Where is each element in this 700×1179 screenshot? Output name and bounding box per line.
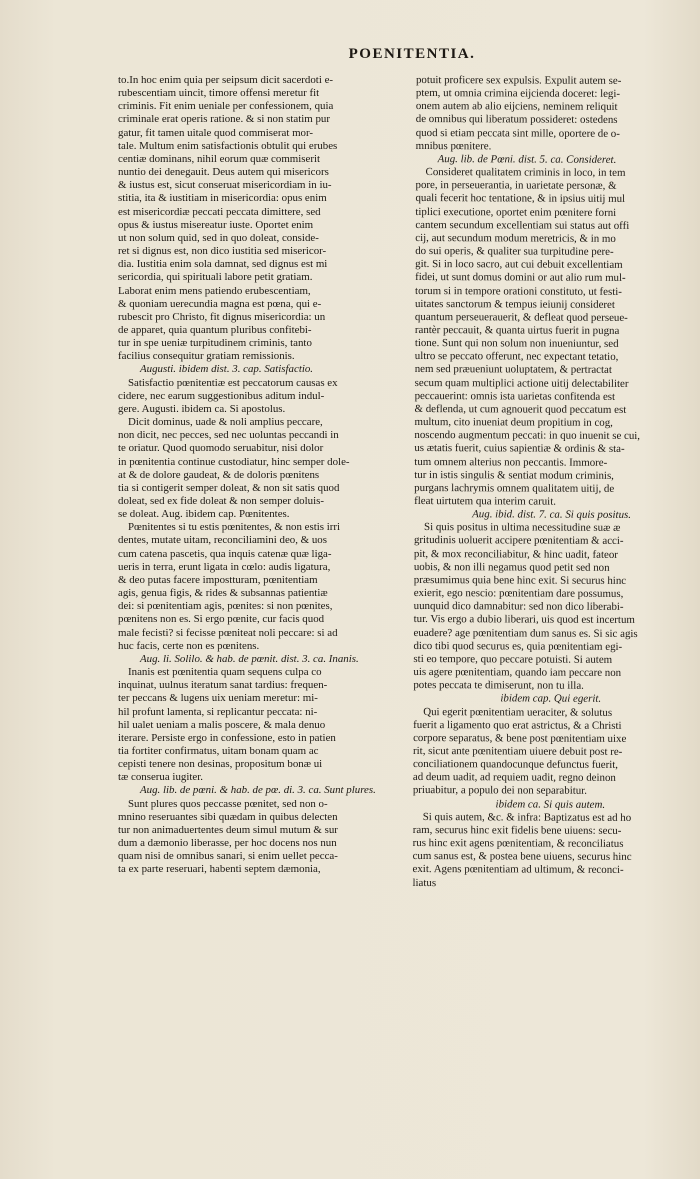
text-line: nem sed præueniunt uoluptatem, & pertractat — [414, 363, 612, 377]
text-line: Laborat enim mens patiendo erubescentiam, — [118, 284, 311, 297]
text-line: Si quis positus in ultima necessitudine suæ æ — [423, 521, 621, 535]
text-line: Pœnitentes si tu estis pœnitentes, & non estis irri — [128, 521, 341, 534]
citation-line: ibidem cap. Qui egerit. — [500, 692, 602, 706]
citation-line: Augusti. ibidem dist. 3. cap. Satisfactio. — [140, 363, 314, 376]
text-line: inquinat, uulnus iteratum sanat tardius: frequen- — [118, 679, 328, 692]
text-line: ultro se peccato offerunt, nec expectant tetatio, — [414, 350, 619, 364]
text-line: tur in istis singulis & sentiat modum criminis, — [414, 468, 614, 482]
text-line: rit, sicut ante pœnitentiam uiuere debuit post re- — [413, 744, 623, 758]
text-line: de omnibus qui liberatum possideret: ostedens — [415, 113, 618, 127]
text-line: ueris in terra, erunt ligata in cœlo: audis ligatura, — [118, 560, 331, 573]
text-line: tur non animaduertentes deum simul mutum & sur — [118, 823, 338, 836]
text-line: dum a dæmonio liberasse, per hoc docens nos nun — [118, 837, 337, 850]
text-line: tia fortiter confirmatus, uitam bonam quam ac — [118, 744, 319, 757]
text-line: sti eo tempore, quo peccare potuisti. Si autem — [413, 652, 613, 666]
text-line: potes peccata te dimiserunt, non tu illa. — [413, 679, 584, 692]
text-line: peccauerint: omnis ista uarietas confitenda est — [414, 389, 616, 403]
text-line: noscendo augmentum peccati: in quo inuenit se cui, — [414, 429, 641, 443]
text-line: pore, in perseuerantia, in uarietate personæ, & — [415, 179, 617, 193]
right-column — [412, 74, 691, 891]
text-line: Consideret qualitatem criminis in loco, in tem — [425, 166, 626, 180]
text-line: ut non solum quid, sed in quo doleat, conside- — [118, 231, 319, 244]
text-line: ptem, ut omnia crimina eijcienda doceret: legi- — [415, 87, 621, 101]
text-line: ret si dignus est, non dico iustitia sed misericor- — [118, 245, 327, 258]
text-line: priuabitur, a populo dei non separabitur. — [412, 784, 587, 798]
text-line: tione. Sunt qui non solum non inueniuntur, sed — [414, 337, 619, 351]
text-line: gatur, fit tamen uitale quod commiserat mor- — [118, 126, 314, 139]
text-line: to.In hoc enim quia per seipsum dicit sacerdoti e- — [118, 74, 334, 86]
text-line: tum omnem alterius non peccantis. Immore- — [414, 455, 608, 469]
text-line: criminale erat operis ratione. & si non statim pur — [118, 113, 331, 126]
text-line: doleat, sed ex fide doleat & non semper doluis- — [118, 495, 324, 507]
text-line: fleat uirtutem qua interim caruit. — [414, 494, 557, 508]
text-line: hil ualet ueniam a malis poscere, & mala denuo — [118, 718, 326, 731]
text-line: criminis. Fit enim ueniale per confessionem, quia — [118, 100, 334, 113]
text-line: agis, genua figis, & rides & subsannas patientiæ — [118, 587, 328, 600]
text-line: nuntio dei denegauit. Deus autem qui misericors — [118, 166, 329, 179]
text-line: torum si in tempore orationi constituto, ut festi- — [415, 284, 622, 298]
citation-line: ibidem ca. Si quis autem. — [495, 797, 606, 811]
text-line: quam nisi de omnibus sanari, si enim uellet pecca- — [118, 850, 338, 863]
text-line: non dicit, nec pecces, sed nec uoluntas peccandi in — [118, 429, 339, 442]
text-line: fidei, ut sunt domus domini or aut alio rum mul- — [415, 271, 626, 285]
text-line: mnibus pœnitere. — [415, 139, 492, 153]
text-line: gere. Augusti. ibidem ca. Si apostolus. — [118, 402, 286, 415]
text-line: quantum perseuerauerit, & defleat quod perseue- — [414, 310, 628, 324]
text-line: Dicit dominus, uade & noli amplius peccare, — [128, 416, 323, 429]
running-head-text: POENITENTIA. — [348, 46, 476, 62]
text-line: tale. Multum enim satisfactionis obtulit qui erubes — [118, 139, 338, 152]
text-line: cum sanus est, & postea bene uiuens, securus hinc — [412, 850, 632, 864]
text-line: uunquid dico damnabitur: sed non dico liberabi- — [413, 600, 624, 614]
text-line: cepisti tenere non desinas, propositum bonæ ui — [118, 758, 323, 771]
citation-line: Aug. ibid. dist. 7. ca. Si quis positus. — [472, 508, 632, 522]
text-line: at & de dolore gaudeat, & de doloris pœnitens — [118, 468, 320, 481]
left-column — [118, 74, 395, 877]
text-line: mnino reseruantes sibi quædam in quibus delecten — [118, 810, 338, 823]
text-line: iterare. Persiste ergo in confessione, esto in patien — [118, 731, 336, 744]
text-line: male fecisti? si fecisse pœniteat noli peccare: si ad — [118, 626, 338, 639]
text-line: exit. Agens pœnitentiam ad ultimum, & reconci- — [412, 863, 624, 877]
text-line: dico tibi quod securus es, quia pœnitentiam egi- — [413, 639, 623, 653]
text-line: & quoniam uerecundia magna est pœna, qui e- — [118, 297, 322, 310]
text-line: onem autem ab alio eijciens, neminem reliquit — [415, 100, 618, 114]
text-line: & deo putas facere impostturam, pœnitentiam — [118, 573, 318, 586]
text-line: rus hinc exit agens pœnitentiam, & reconciliatus — [412, 837, 624, 850]
text-line: tia si contigerit semper doleat, & non sit satis quod — [118, 481, 340, 494]
text-line: Satisfactio pœnitentiæ est peccatorum causas ex — [128, 376, 338, 389]
text-line: te oriatur. Quod quomodo seruabitur, nisi dolor — [118, 442, 324, 455]
text-line: rantèr peccauit, & quanta uirtus fuerit in pugna — [414, 323, 620, 337]
text-line: centiæ dominans, nihil eorum quæ commiserit — [118, 152, 321, 165]
text-line: uobis, & non illi negamus quod petit sed non — [413, 560, 610, 574]
text-line: tur. Vis ergo a dubio liberari, uis quod est incertum — [413, 613, 635, 627]
text-line: git. Si in loco sacro, aut cui debuit excellentiam — [415, 258, 623, 272]
text-line: cum catena pascetis, qua inquis catenæ quæ liga- — [118, 547, 332, 560]
text-line: facilius consequitur gratiam remissionis. — [118, 350, 295, 363]
citation-line: Aug. li. Solilo. & hab. de pœnit. dist. 3. ca. Inanis. — [140, 652, 359, 665]
text-line: us ætatis fuerit, cuius sapientiæ & ordinis & sta- — [414, 442, 625, 456]
text-line: & iustus est, sicut conseruat misericordiam in iu- — [118, 179, 332, 192]
text-line: cij, aut secundum modum meretricis, & in mo — [415, 231, 616, 245]
text-line: stitia, ita & iustitiam in misericordia: opus enim — [118, 192, 327, 205]
text-line: dei: si pœnitentiam agis, pœnites: si non pœnites, — [118, 600, 333, 613]
citation-line: Aug. lib. de Pœni. dist. 5. ca. Consideret. — [437, 153, 617, 166]
text-line: est misericordiæ peccati peccata dimittere, sed — [118, 205, 321, 218]
text-line: tiplici executione, oportet enim pœnitere forni — [415, 205, 617, 219]
text-line: purgans lachrymis omnem qualitatem uitij, de — [414, 481, 615, 495]
text-line: cantem secundum excellentiam sui status aut offi — [415, 218, 630, 232]
text-line: dentes, mutate uitam, reconciliamini deo, & uos — [118, 534, 327, 547]
text-line: & deflenda, ut cum agnouerit quod peccatum est — [414, 402, 627, 416]
text-line: Sunt plures quos peccasse pœnitet, sed non o- — [128, 797, 328, 810]
text-line: quali fecerit hoc tentatione, & in ipsius uitij mul — [415, 192, 626, 206]
text-line: opus & iustus misereatur iuste. Oportet enim — [118, 218, 314, 231]
text-line: uis agere pœnitentiam, quando iam peccare non — [413, 666, 622, 679]
text-line: liatus — [412, 876, 437, 889]
text-line: de apparet, quia quantum pluribus confitebi- — [118, 323, 312, 336]
text-line: secum quam multiplici actione uitij delectabiliter — [414, 376, 629, 390]
text-line: uitates sanctorum & tempus ieiunij consideret — [414, 297, 615, 311]
text-line: Qui egerit pœnitentiam ueraciter, & solutus — [423, 705, 613, 719]
text-line: do sui operis, & qualiter sua turpitudine pere- — [415, 245, 614, 258]
text-line: pœnitens non es. Si ergo pœnite, cur facis quod — [118, 613, 325, 626]
text-line: fuerit a ligamento quo erat astrictus, & a Christi — [413, 718, 622, 732]
text-line: in pœnitentia continue custodiatur, hinc semper dole- — [118, 455, 350, 468]
text-line: multum, cito inueniat deum propitium in cog, — [414, 416, 613, 429]
text-line: potuit proficere sex expulsis. Expulit autem se- — [415, 74, 622, 87]
text-line: sericordia, qui spirituali labore petit gratiam. — [118, 271, 313, 284]
text-line: ram, securus hinc exit fidelis bene uiuens: secu- — [412, 823, 622, 837]
text-line: conciliationem quandocunque defunctus fuerit, — [412, 758, 619, 772]
text-line: hil profunt lamenta, si replicantur peccata: ni- — [118, 705, 318, 718]
text-line: pit, & mox reconciliabitur, & hinc uadit, fateor — [413, 547, 618, 561]
text-line: gritudinis uoluerit accipere pœnitentiam & acci- — [413, 534, 624, 548]
text-line: tur in spe ueniæ turpitudinem criminis, tanto — [118, 337, 312, 350]
text-line: dia. Iustitia enim sola damnat, sed dignus est mi — [118, 258, 328, 271]
text-line: cidere, nec earum suggestionibus aditum indul- — [118, 389, 325, 402]
citation-line: Aug. lib. de pœni. & hab. de pœ. di. 3. ca. Sunt plures. — [140, 784, 376, 797]
text-line: ad deum uadit, ad requiem uadit, regno deinon — [412, 771, 616, 785]
text-line: exierit, ego nescio: pœnitentiam dare possumus, — [413, 587, 624, 601]
running-head — [0, 46, 700, 63]
text-line: præsumimus quia bene hinc exit. Si securus hinc — [413, 573, 627, 587]
text-line: Inanis est pœnitentia quam sequens culpa co — [128, 666, 322, 679]
text-line: euadere? age pœnitentiam dum sanus es. Si sic agis — [413, 626, 638, 640]
text-line: quod si etiam peccata sint mille, oportere de o- — [415, 126, 620, 140]
text-line: huc facis, certe non es pœnitens. — [118, 639, 260, 652]
text-line: tæ conserua iugiter. — [118, 771, 203, 784]
text-line: rubescentiam uincit, timore offensi meretur fit — [118, 87, 320, 100]
text-line: ta ex parte reseruari, habenti septem dæmonia, — [118, 863, 321, 876]
text-line: ter peccans & lugens uix ueniam meretur: mi- — [118, 692, 318, 705]
text-line: corpore separatus, & bene post pœnitentiam uixe — [413, 731, 627, 745]
text-line: rubescit pro Christo, fit dignus misericordia: un — [118, 310, 326, 323]
text-line: Si quis autem, &c. & infra: Baptizatus est ad ho — [422, 810, 632, 824]
text-line: se doleat. Aug. ibidem cap. Pœnitentes. — [118, 508, 290, 521]
